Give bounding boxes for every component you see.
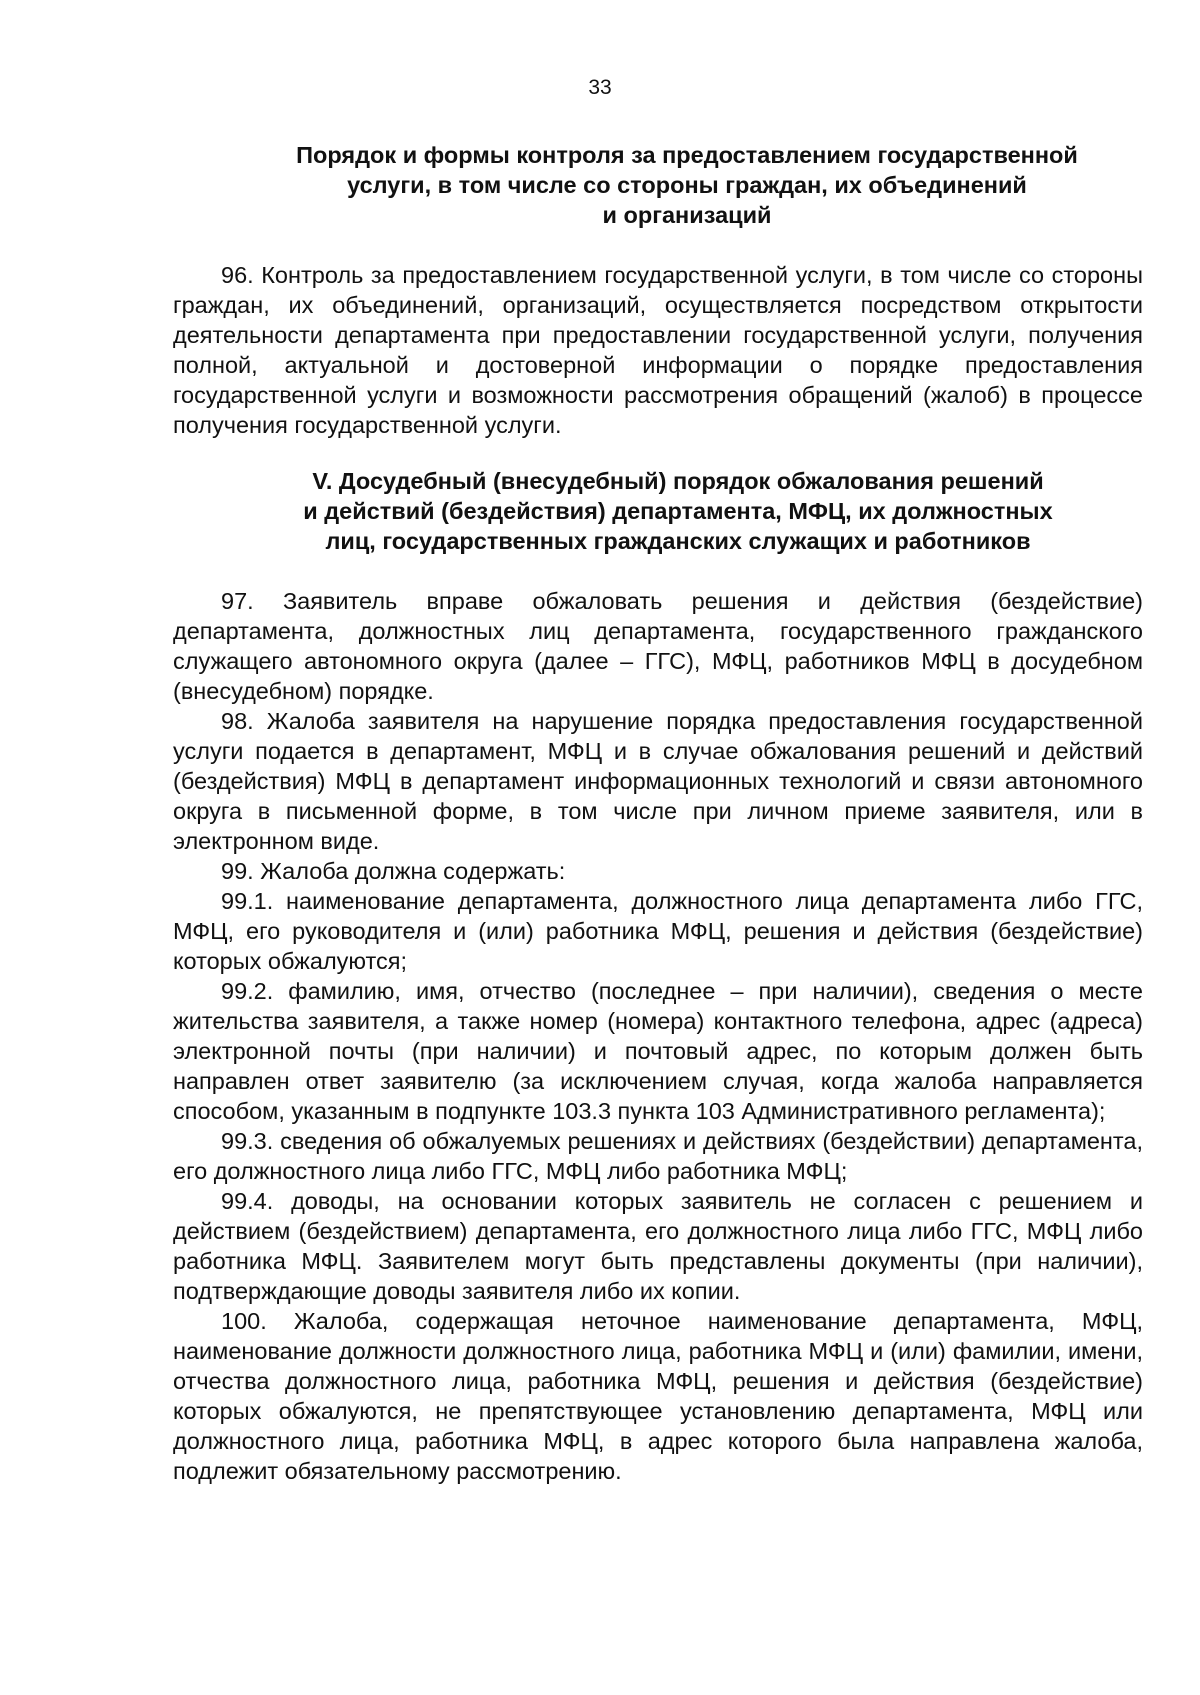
spacer [173,230,1143,260]
heading-line: лиц, государственных гражданских служащих и работников [325,528,1031,554]
spacer [173,556,1143,586]
paragraph-98: 98. Жалоба заявителя на нарушение порядка предоставления государственной услуги подается в департамент, МФЦ и в случае обжалования решений и действий (бездействия) МФЦ в департамент информационных технологий и связи автономного округа в письменной форме, в том числе при личном приеме заявителя, или в электронном виде. [173,708,1143,854]
heading-line: и действий (бездействия) департамента, МФЦ, их должностных [303,498,1053,524]
section-heading-control [231,140,1143,230]
text-column [173,140,1143,1486]
paragraph-97: 97. Заявитель вправе обжаловать решения и действия (бездействие) департамента, должностных лиц департамента, государственного гражданского служащего автономного округа (далее – ГГС), МФЦ, работников МФЦ в досудебном (внесудебном) порядке. [173,588,1143,704]
paragraph-99: 99. Жалоба должна содержать: [221,858,566,884]
paragraph-99-3: 99.3. сведения об обжалуемых решениях и действиях (бездействии) департамента, его должностного лица либо ГГС, МФЦ либо работника МФЦ; [173,1128,1143,1184]
paragraph-99-2: 99.2. фамилию, имя, отчество (последнее – при наличии), сведения о месте жительства заявителя, а также номер (номера) контактного телефона, адрес (адреса) электронной почты (при наличии) и почтовый адрес, по которым должен быть направлен ответ заявителю (за исключением случая, когда жалоба направляется способом, указанным в подпункте 103.3 пункта 103 Административного регламента); [173,978,1143,1124]
heading-line: Порядок и формы контроля за предоставлением государственной [296,142,1078,168]
paragraph-100: 100. Жалоба, содержащая неточное наименование департамента, МФЦ, наименование должности должностного лица, работника МФЦ и (или) фамилии, имени, отчества должностного лица, работника МФЦ, решения и действия (бездействие) которых обжалуются, не препятствующее установлению департамента, МФЦ или должностного лица, работника МФЦ, в адрес которого была направлена жалоба, подлежит обязательному рассмотрению. [173,1308,1143,1484]
paragraph-99-4: 99.4. доводы, на основании которых заявитель не согласен с решением и действием (бездействием) департамента, его должностного лица либо ГГС, МФЦ либо работника МФЦ. Заявителем могут быть представлены документы (при наличии), подтверждающие доводы заявителя либо их копии. [173,1188,1143,1304]
paragraph-99-1: 99.1. наименование департамента, должностного лица департамента либо ГГС, МФЦ, его руководителя и (или) работника МФЦ, решения и действия (бездействие) которых обжалуются; [173,888,1143,974]
heading-line: V. Досудебный (внесудебный) порядок обжалования решений [312,468,1044,494]
paragraph-96: 96. Контроль за предоставлением государственной услуги, в том числе со стороны граждан, их объединений, организаций, осуществляется посредством открытости деятельности департамента при предоставлении государственной услуги, получения полной, актуальной и достоверной информации о порядке предоставления государственной услуги и возможности рассмотрения обращений (жалоб) в процессе получения государственной услуги. [173,262,1143,438]
section-heading-appeal [213,466,1143,556]
heading-line: и организаций [602,202,772,228]
heading-line: услуги, в том числе со стороны граждан, их объединений [347,172,1027,198]
page-number: 33 [588,76,612,99]
